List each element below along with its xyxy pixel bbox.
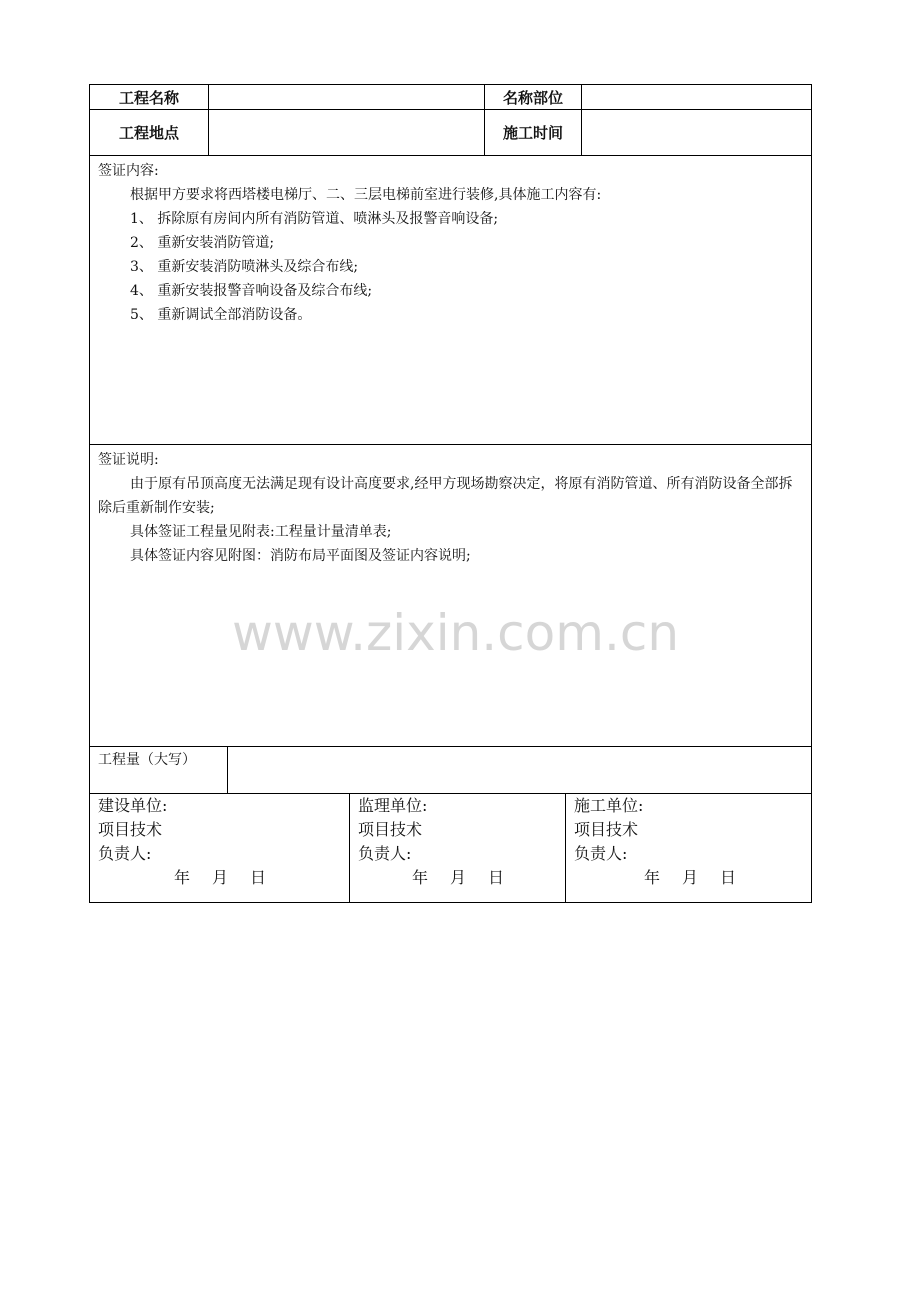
signature-tech-label: 项目技术: [98, 820, 163, 839]
signature-responsible-label: 负责人:: [574, 844, 628, 863]
visa-content-intro: 根据甲方要求将西塔楼电梯厅、二、三层电梯前室进行装修,具体施工内容有:: [130, 187, 602, 203]
watermark: www.zixin.com.cn: [232, 604, 680, 662]
project-name-field[interactable]: [209, 85, 485, 109]
visa-explanation-paragraph: 由于原有吊顶高度无法满足现有设计高度要求,经甲方现场勘察决定，将原有消防管道、所有消防设备全部拆除后重新制作安装;: [98, 476, 793, 516]
visa-content-item: 3、 重新安装消防喷淋头及综合布线;: [130, 259, 359, 275]
construction-time-field[interactable]: [582, 110, 811, 155]
date-day: 日: [488, 868, 505, 887]
date-month: 月: [682, 868, 699, 887]
visa-content-item: 5、 重新调试全部消防设备。: [130, 307, 312, 323]
construction-time-label: 施工时间: [485, 110, 582, 155]
date-month: 月: [450, 868, 467, 887]
signature-row: [89, 794, 812, 903]
visa-explanation-paragraph: 具体签证工程量见附表:工程量计量清单表;: [130, 524, 392, 540]
project-location-row: [89, 110, 812, 156]
visa-content-item: 4、 重新安装报警音响设备及综合布线;: [130, 283, 373, 299]
date-day: 日: [720, 868, 737, 887]
signature-date: [98, 866, 349, 890]
visa-form: [89, 84, 812, 903]
project-location-label: 工程地点: [90, 110, 209, 155]
signature-date: [358, 866, 565, 890]
quantity-label: 工程量（大写）: [90, 747, 228, 793]
signature-date: [574, 866, 811, 890]
visa-explanation-heading: 签证说明:: [98, 452, 159, 468]
date-month: 月: [212, 868, 229, 887]
date-year: 年: [412, 868, 429, 887]
project-name-row: [89, 84, 812, 110]
visa-content-heading: 签证内容:: [98, 163, 159, 179]
quantity-row: [89, 747, 812, 794]
visa-content-section: [89, 156, 812, 445]
signature-responsible-label: 负责人:: [98, 844, 152, 863]
date-year: 年: [644, 868, 661, 887]
part-name-field[interactable]: [582, 85, 811, 109]
date-year: 年: [174, 868, 191, 887]
signature-unit-label: 监理单位:: [358, 796, 428, 815]
visa-content-item: 2、 重新安装消防管道;: [130, 235, 275, 251]
contractor-unit-signature: [566, 794, 811, 902]
date-day: 日: [250, 868, 267, 887]
project-name-label: 工程名称: [90, 85, 209, 109]
visa-explanation-section: [89, 445, 812, 747]
part-name-label: 名称部位: [485, 85, 582, 109]
construction-unit-signature: [90, 794, 350, 902]
visa-content-item: 1、 拆除原有房间内所有消防管道、喷淋头及报警音响设备;: [130, 211, 499, 227]
quantity-field[interactable]: [228, 747, 811, 793]
signature-tech-label: 项目技术: [358, 820, 423, 839]
signature-responsible-label: 负责人:: [358, 844, 412, 863]
supervision-unit-signature: [350, 794, 566, 902]
signature-unit-label: 施工单位:: [574, 796, 644, 815]
signature-unit-label: 建设单位:: [98, 796, 168, 815]
signature-tech-label: 项目技术: [574, 820, 639, 839]
project-location-field[interactable]: [209, 110, 485, 155]
visa-explanation-paragraph: 具体签证内容见附图：消防布局平面图及签证内容说明;: [130, 548, 471, 564]
